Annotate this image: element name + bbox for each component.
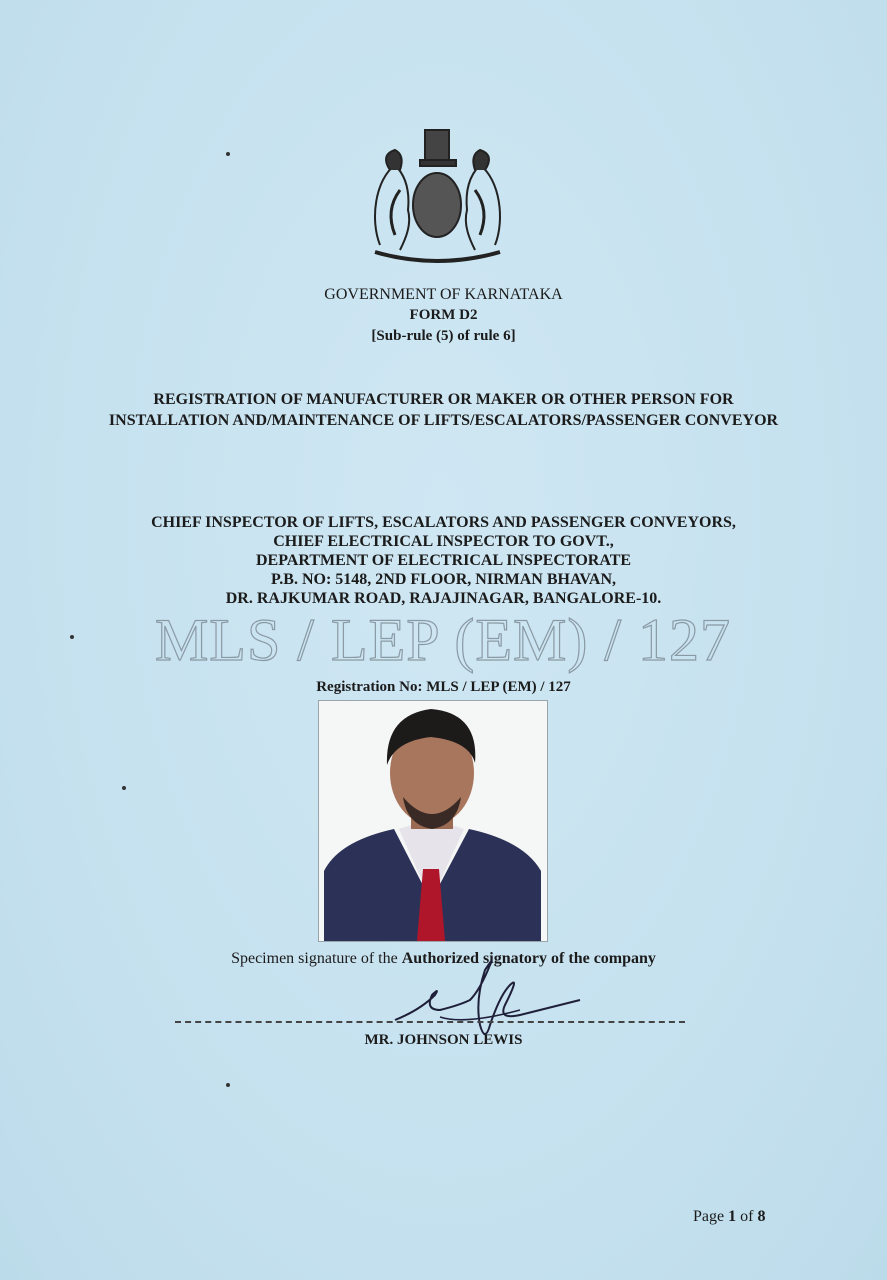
authority-line-2: CHIEF ELECTRICAL INSPECTOR TO GOVT.,: [273, 533, 614, 550]
authority-line-1: CHIEF INSPECTOR OF LIFTS, ESCALATORS AND PASSENGER CONVEYORS,: [151, 514, 736, 531]
registration-number: MLS / LEP (EM) / 127: [426, 679, 571, 695]
paper-speck: [226, 1083, 230, 1087]
paper-speck: [226, 152, 230, 156]
page-counter: Page 1 of 8: [693, 1208, 766, 1225]
signatory-name: MR. JOHNSON LEWIS: [364, 1032, 523, 1048]
form-number: FORM D2: [409, 307, 478, 323]
authority-line-5: DR. RAJKUMAR ROAD, RAJAJINAGAR, BANGALORE-10.: [225, 590, 662, 607]
authority-line-4: P.B. NO: 5148, 2ND FLOOR, NIRMAN BHAVAN,: [270, 571, 617, 588]
issuing-authority: [0, 513, 887, 608]
karnataka-state-emblem-icon: [360, 120, 515, 265]
government-name: GOVERNMENT OF KARNATAKA: [324, 286, 563, 303]
registration-title: REGISTRATION OF MANUFACTURER OR MAKER OR OTHER PERSON FOR INSTALLATION AND/MAINTENANCE OF LIFTS/ESCALATORS/PASSENGER CONVEYOR: [108, 391, 779, 429]
paper-speck: [70, 635, 74, 639]
caption-text: Specimen signature of the: [231, 950, 402, 967]
authority-line-3: DEPARTMENT OF ELECTRICAL INSPECTORATE: [255, 552, 632, 569]
registration-label: Registration No:: [316, 679, 423, 695]
signature-line: [175, 1021, 685, 1023]
paper-speck: [122, 786, 126, 790]
registration-number-line: [0, 679, 887, 696]
applicant-photo-icon: [318, 700, 548, 942]
registration-stamp: MLS / LEP (EM) / 127: [154, 607, 732, 673]
sub-rule-reference: [Sub-rule (5) of rule 6]: [371, 328, 516, 344]
caption-emphasis: Authorized signatory of the company: [401, 950, 656, 967]
